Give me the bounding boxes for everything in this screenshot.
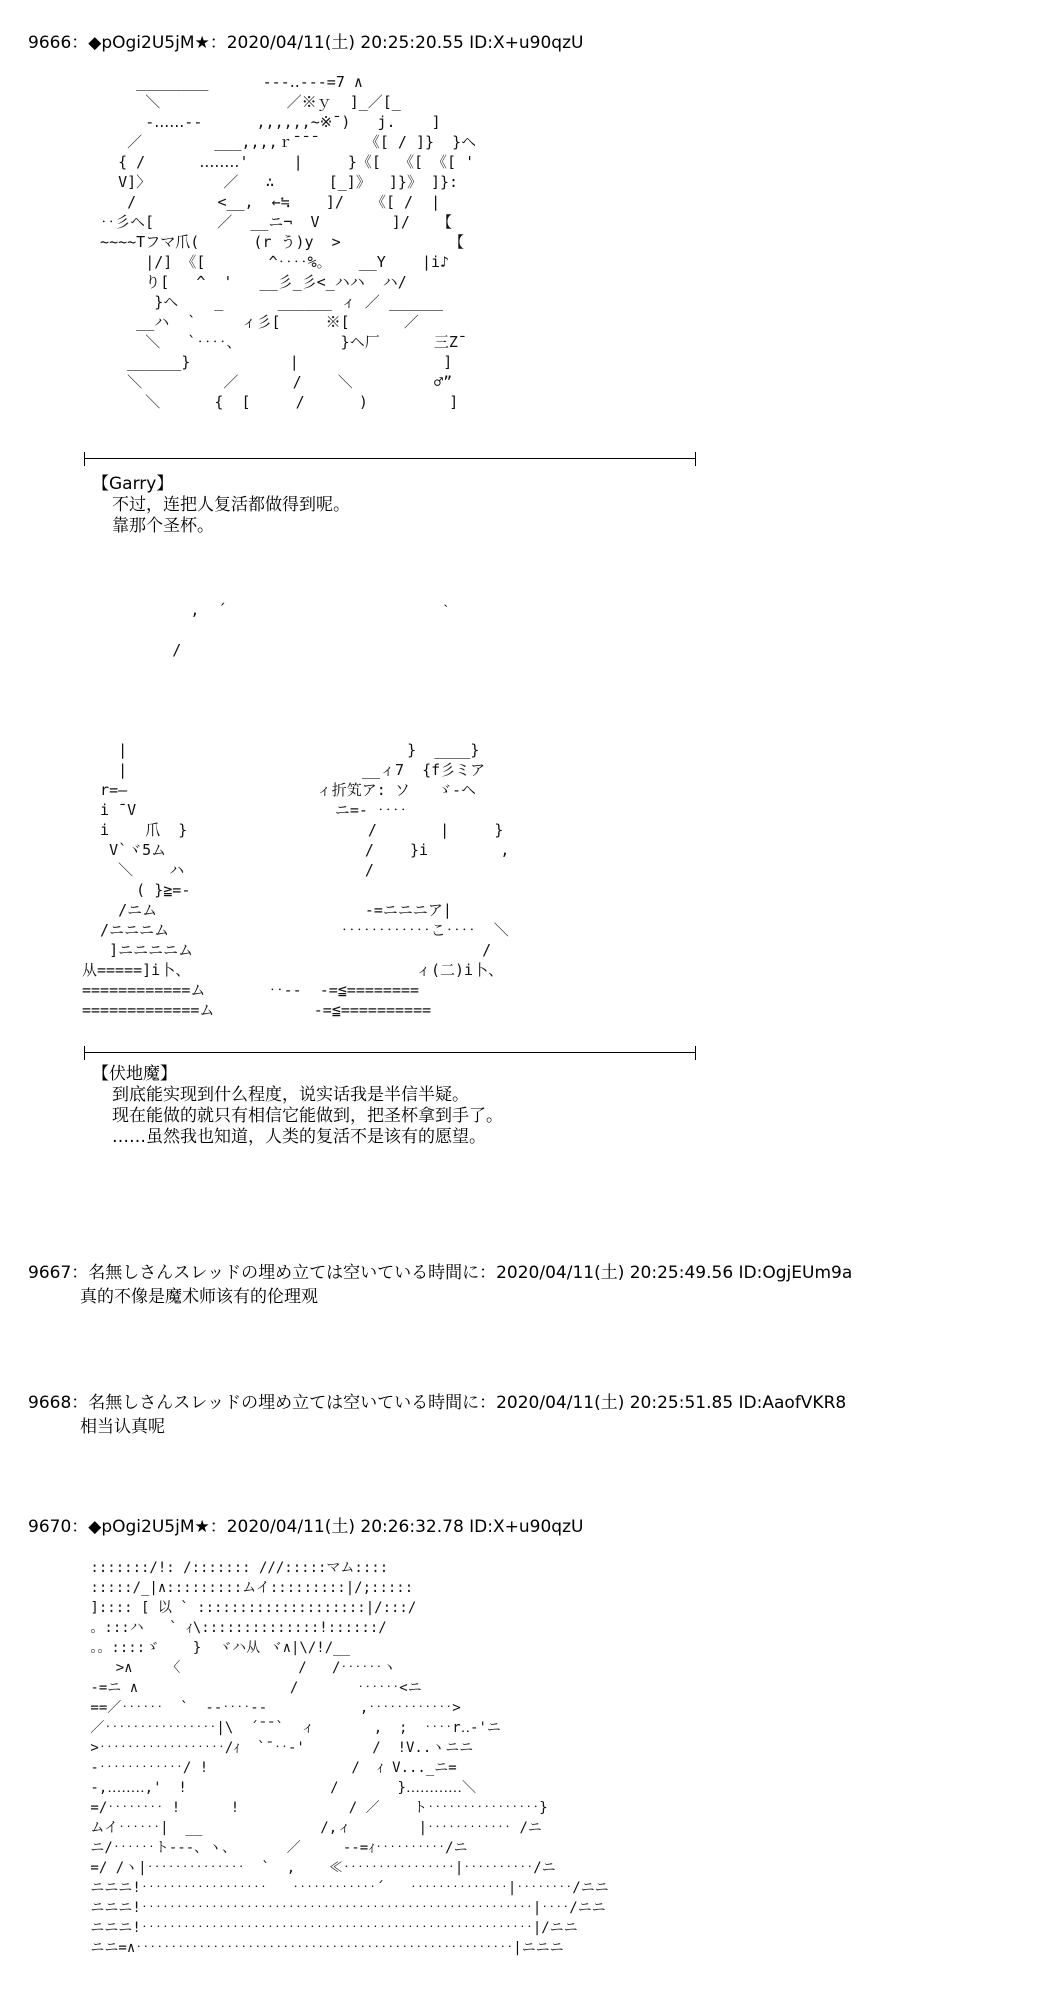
post-header: 9667：名無しさんスレッドの埋め立ては空いている時間に：2020/04/11(土) 20:25:49.56 ID:OgjEUm9a <box>28 1263 853 1283</box>
post-header: 9670：◆pOgi2U5jM★：2020/04/11(土) 20:26:32.78 ID:X+u90qzU <box>28 1517 584 1537</box>
post-9668 <box>28 1392 1028 1438</box>
post-9670 <box>28 1516 1028 1538</box>
speech-line: 靠那个圣杯。 <box>112 516 214 536</box>
speech-line: ……虽然我也知道，人类的复活不是该有的愿望。 <box>112 1127 486 1147</box>
scene-divider <box>84 1046 696 1060</box>
speaker-name: 【Garry】 <box>92 474 174 494</box>
post-body: 相当认真呢 <box>80 1417 165 1437</box>
speech-voldemort <box>92 1064 503 1148</box>
speaker-name: 【伏地魔】 <box>92 1064 177 1084</box>
speech-garry <box>92 474 350 537</box>
ascii-art-character: :::::::/!: /::::::: ///:::::マム:::: :::::/_|∧:::::::::ムイ:::::::::|/;::::: ]:::: [ 以 ` ::::::::::::::::::::|/:::/ 。:::ハ ` ｨ\::::::::::::::!::::::/ 。。::::ゞ } ヾハ从 ヾ∧|\/!/__ >∧ 〈 / /‥‥‥ヽ -=ニ ∧ / ‥‥‥<ニ ==／‥‥‥ ` -‐‥‥-- ,‥‥‥‥‥‥> ／‥‥‥‥‥‥‥‥|\ ´¯¯` ィ , ; ‥‥r‥-'ニ >‥‥‥‥‥‥‥‥‥/ｨ `¯‥-' / !V..ヽニニ -‥‥‥‥‥‥/ ! / ｨ V..._ニ= -,‥‥‥‥,' ! / }‥‥‥‥‥‥＼ =/‥‥‥‥ ! ! / ／ ト‥‥‥‥‥‥‥‥} ムイ‥‥‥| __ /,ィ |‥‥‥‥‥‥ /ニ ニ/‥‥‥ト‐‐‐、ヽ、 ／ --=ｨ‥‥‥‥‥/ニ =/ /ヽ|‥‥‥‥‥‥‥ ` , ≪‥‥‥‥‥‥‥‥|‥‥‥‥‥/ニ ニニニ!‥‥‥‥‥‥‥‥‥ ‥‥‥‥‥‥´ ‥‥‥‥‥‥‥|‥‥‥‥/ニニ ニニニ!‥‥‥‥‥‥‥‥‥‥‥‥‥‥‥‥‥‥‥‥‥‥‥‥‥‥‥‥|‥‥/ニニ ニニニ!‥‥‥‥‥‥‥‥‥‥‥‥‥‥‥‥‥‥‥‥‥‥‥‥‥‥‥‥|/ニニ ニニ=∧‥‥‥‥‥‥‥‥‥‥‥‥‥‥‥‥‥‥‥‥‥‥‥‥‥‥‥|ニニニ <box>90 1560 609 1956</box>
speech-line: 不过，连把人复活都做得到呢。 <box>112 495 350 515</box>
post-9666 <box>28 32 1028 54</box>
ascii-art-garry: ________ ---‥---=7 ∧ ＼ ／※ｙ ]_／[_ -‥‥‥-- ,,,,,,~※¯) j. ] ／ ___,,,,ｒ¯¯¯ 《[ / ]} }ヘ { / ‥‥‥‥' | }《[ 《[ 《[ ' V]〉 ／ ∴ [_]》 ]}》 ]}: / <__, ←≒ ]/ 《[ / | ‥彡ヘ[ ／ __ニ¬ V ]/ 【 ~~~~Tフマ爪( (r う)y > 【 |/] 《[ ^‥‥%。 __Y |i♪ り[ ^ ' __彡_彡<_ハハ ハ/ }ヘ _ ______ ィ ／ ______ __ハ ` ィ彡[ ※[ ／ ＼ `‥‥、 }ヘ厂 三Z¯ ______} | ] ＼ ／ / ＼ ♂” ＼ { [ / ) ] <box>100 73 477 411</box>
scene-divider <box>84 452 696 466</box>
post-header: 9668：名無しさんスレッドの埋め立ては空いている時間に：2020/04/11(土) 20:25:51.85 ID:AaofVKR8 <box>28 1393 847 1413</box>
speech-line: 现在能做的就只有相信它能做到，把圣杯拿到手了。 <box>112 1106 503 1126</box>
ascii-art-voldemort: , ´ ˋ / | } ____} | __ィ7 {f彡ミア r=― ィ折笂ア: ソ ゞ-ヘ i ¯V ニ=- ‥‥ i 爪 } / | } V`ヾ5ム / }i , ＼ ハ / ( }≧=- /ニム -=ニニニア| /ニニニム ‥‥‥‥‥‥こ‥‥ ＼ ]ニニニニム / 从=====]i卜、 ィ(二)i卜、 ============ム ‥-- -=≦======== =============ム -=≦========== <box>82 601 510 1019</box>
post-body: 真的不像是魔术师该有的伦理观 <box>80 1287 318 1307</box>
speech-line: 到底能实现到什么程度，说实话我是半信半疑。 <box>112 1085 469 1105</box>
post-9667 <box>28 1262 1028 1308</box>
post-header: 9666：◆pOgi2U5jM★：2020/04/11(土) 20:25:20.55 ID:X+u90qzU <box>28 33 584 53</box>
